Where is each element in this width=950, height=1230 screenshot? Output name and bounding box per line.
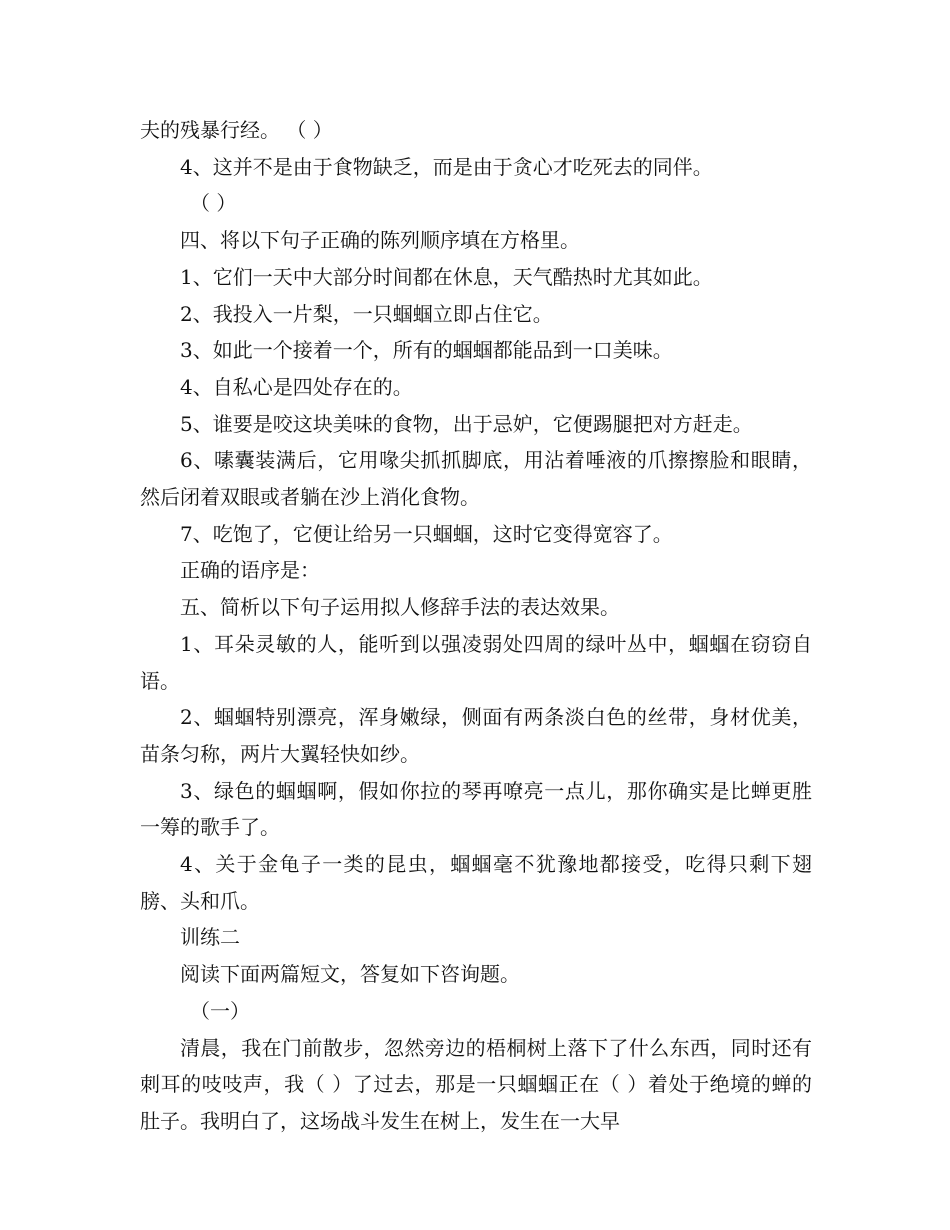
sentence-item: 4、关于金龟子一类的昆虫，蝈蝈毫不犹豫地都接受，吃得只剩下翅膀、头和爪。	[140, 852, 812, 913]
sentence-item: 1、它们一天中大部分时间都在休息，天气酷热时尤其如此。	[180, 264, 713, 289]
sentence-item: 6、嗉囊装满后，它用喙尖抓抓脚底，用沾着唾液的爪擦擦脸和眼睛，然后闭着双眼或者躺在沙上消化食物。	[140, 448, 812, 510]
section-heading: 四、将以下句子正确的陈列顺序填在方格里。	[180, 228, 580, 253]
sentence-item: 1、耳朵灵敏的人，能听到以强凌弱处四周的绿叶丛中，蝈蝈在窃窃自语。	[140, 631, 812, 693]
document-body	[140, 112, 812, 1140]
sentence-item: 3、绿色的蝈蝈啊，假如你拉的琴再嘹亮一点儿，那你确实是比蝉更胜一筹的歌手了。	[140, 778, 812, 840]
sentence-item: 2、蝈蝈特别漂亮，浑身嫩绿，侧面有两条淡白色的丝带，身材优美，苗条匀称，两片大翼轻快如纱。	[140, 705, 812, 766]
sentence-item: 3、如此一个接着一个，所有的蝈蝈都能品到一口美味。	[180, 338, 673, 363]
passage-number: （一）	[190, 998, 250, 1023]
sentence-item: 5、谁要是咬这块美味的食物，出于忌妒，它便踢腿把对方赶走。	[180, 411, 753, 436]
question-item: 4、这并不是由于食物缺乏，而是由于贪心才吃死去的同伴。	[180, 154, 713, 179]
section-heading: 训练二	[180, 925, 240, 950]
passage-paragraph: 清晨，我在门前散步，忽然旁边的梧桐树上落下了什么东西，同时还有刺耳的吱吱声，我（ ）了过去，那是一只蝈蝈正在（ ）着处于绝境的蝉的肚子。我明白了，这场战斗发生在树上，发生在一大早	[140, 1035, 812, 1133]
answer-prompt: 正确的语序是：	[180, 558, 320, 583]
sentence-item: 7、吃饱了，它便让给另一只蝈蝈，这时它变得宽容了。	[180, 521, 673, 546]
instruction-text: 阅读下面两篇短文，答复如下咨询题。	[180, 962, 520, 987]
answer-blank: （ ）	[190, 191, 237, 216]
sentence-item: 2、我投入一片梨，一只蝈蝈立即占住它。	[180, 301, 553, 326]
sentence-item: 4、自私心是四处存在的。	[180, 374, 413, 399]
section-heading: 五、简析以下句子运用拟人修辞手法的表达效果。	[180, 595, 620, 620]
text-line: 夫的残暴行经。 （ ）	[140, 118, 333, 142]
